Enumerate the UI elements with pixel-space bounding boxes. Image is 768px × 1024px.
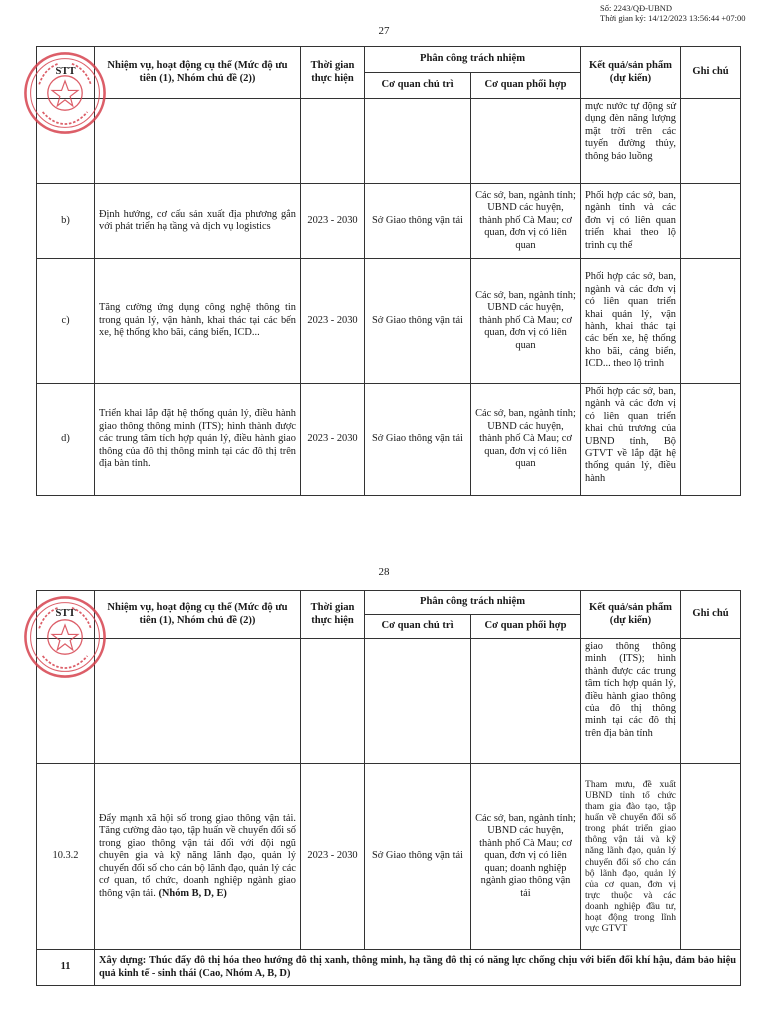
row-note — [681, 99, 741, 184]
row-result: Phối hợp các sở, ban, ngành và các đơn vị có liên quan triển khai chủ trương của UBND tỉnh, Bộ GTVT về lắp đặt hệ thống quản lý, điều hành — [581, 384, 681, 496]
row-timeline: 2023 - 2030 — [301, 259, 365, 384]
row-task — [95, 99, 301, 184]
header-note: Ghi chú — [681, 47, 741, 99]
row-timeline: 2023 - 2030 — [301, 764, 365, 950]
header-stt: STT — [37, 47, 95, 99]
row-stt: b) — [37, 184, 95, 259]
row-note — [681, 259, 741, 384]
task-table-page-27 — [36, 46, 741, 496]
row-note — [681, 639, 741, 764]
row-timeline — [301, 99, 365, 184]
row-coordinating-agency — [471, 99, 581, 184]
digital-signature-info — [600, 3, 766, 23]
row-lead-agency: Sở Giao thông vận tải — [365, 259, 471, 384]
signing-time: Thời gian ký: 14/12/2023 13:56:44 +07:00 — [600, 13, 746, 23]
header-responsibility: Phân công trách nhiệm — [365, 47, 581, 73]
header-result: Kết quả/sản phẩm (dự kiến) — [581, 47, 681, 99]
row-lead-agency — [365, 99, 471, 184]
header-note: Ghi chú — [681, 591, 741, 639]
row-coordinating-agency: Các sở, ban, ngành tỉnh; UBND các huyện, thành phố Cà Mau; cơ quan, đơn vị có liên quan — [471, 184, 581, 259]
row-note — [681, 384, 741, 496]
header-timeline: Thời gian thực hiện — [301, 47, 365, 99]
row-coordinating-agency — [471, 639, 581, 764]
row-task — [95, 639, 301, 764]
row-result: giao thông thông minh (ITS); hình thành được các trung tâm tích hợp quản lý, điều hành giao thông của đô thị thông minh tại các đô thị trên địa bàn tỉnh — [581, 639, 681, 764]
row-lead-agency — [365, 639, 471, 764]
table-row-section — [37, 950, 741, 986]
row-coordinating-agency: Các sở, ban, ngành tỉnh; UBND các huyện, thành phố Cà Mau; cơ quan, đơn vị có liên quan; doanh nghiệp ngành giao thông vận tải — [471, 764, 581, 950]
header-coordinating-agency: Cơ quan phối hợp — [471, 73, 581, 99]
header-task: Nhiệm vụ, hoạt động cụ thể (Mức độ ưu tiên (1), Nhóm chủ đề (2)) — [95, 591, 301, 639]
row-note — [681, 764, 741, 950]
page-number: 27 — [378, 25, 390, 37]
table-row — [37, 184, 741, 259]
header-stt: STT — [37, 591, 95, 639]
section-title: Xây dựng: Thúc đẩy đô thị hóa theo hướng đô thị xanh, thông minh, hạ tầng đô thị có năng lực chống chịu với biến đổi khí hậu, đảm bảo hiệu quả kinh tế - sinh thái (Cao, Nhóm A, B, D) — [95, 950, 741, 986]
row-timeline: 2023 - 2030 — [301, 384, 365, 496]
header-lead-agency: Cơ quan chủ trì — [365, 615, 471, 639]
row-coordinating-agency: Các sở, ban, ngành tỉnh; UBND các huyện, thành phố Cà Mau; cơ quan, đơn vị có liên quan — [471, 384, 581, 496]
table-row — [37, 764, 741, 950]
row-lead-agency: Sở Giao thông vận tải — [365, 384, 471, 496]
task-description: Đẩy mạnh xã hội số trong giao thông vận tải. Tăng cường đào tạo, tập huấn về chuyển đổi số trong giao thông vận tải đối với đội ngũ chuyên gia và kỹ năng lãnh đạo, quản lý chuyển đổi số cho cán bộ lãnh đạo, quản lý các cơ quan, tổ chức, doanh nghiệp ngành giao thông vận tải. — [99, 813, 296, 899]
row-result: Tham mưu, đề xuất UBND tỉnh tổ chức tham gia đào tạo, tập huấn về chuyển đổi số trong phát triển giao thông vận tải và kỹ năng lãnh đạo, quản lý chuyển đổi số cho cán bộ lãnh đạo, quản lý của cơ quan, đơn vị trực thuộc và các doanh nghiệp đầu tư, hoạt động trong lĩnh vực GTVT — [581, 764, 681, 950]
table-row — [37, 99, 741, 184]
row-timeline: 2023 - 2030 — [301, 184, 365, 259]
document-number: Số: 2243/QĐ-UBND — [600, 3, 673, 13]
row-stt — [37, 639, 95, 764]
row-task: Triển khai lắp đặt hệ thống quản lý, điều hành giao thông thông minh (ITS); hình thành được các trung tâm tích hợp quản lý, điều hành giao thông của đô thị thông minh tại các đô thị trên địa bàn tỉnh. — [95, 384, 301, 496]
task-table-page-28 — [36, 590, 741, 986]
row-result: mực nước tự động sử dụng đèn năng lượng mặt trời trên các tuyến đường thủy, thông báo luồng — [581, 99, 681, 184]
table-row — [37, 384, 741, 496]
row-result: Phối hợp các sở, ban, ngành tỉnh và các đơn vị có liên quan triển khai theo lộ trình cụ thể — [581, 184, 681, 259]
header-task: Nhiệm vụ, hoạt động cụ thể (Mức độ ưu tiên (1), Nhóm chủ đề (2)) — [95, 47, 301, 99]
row-stt — [37, 99, 95, 184]
row-stt: 11 — [37, 950, 95, 986]
row-task — [95, 764, 301, 950]
table-row — [37, 259, 741, 384]
row-note — [681, 184, 741, 259]
header-lead-agency: Cơ quan chủ trì — [365, 73, 471, 99]
row-lead-agency: Sở Giao thông vận tải — [365, 184, 471, 259]
header-responsibility: Phân công trách nhiệm — [365, 591, 581, 615]
task-group: (Nhóm B, D, E) — [158, 887, 227, 899]
row-timeline — [301, 639, 365, 764]
header-result: Kết quả/sản phẩm (dự kiến) — [581, 591, 681, 639]
row-coordinating-agency: Các sở, ban, ngành tỉnh; UBND các huyện, thành phố Cà Mau; cơ quan, đơn vị có liên quan — [471, 259, 581, 384]
row-stt: 10.3.2 — [37, 764, 95, 950]
row-lead-agency: Sở Giao thông vận tải — [365, 764, 471, 950]
header-coordinating-agency: Cơ quan phối hợp — [471, 615, 581, 639]
row-task: Định hướng, cơ cấu sản xuất địa phương gắn với phát triển hạ tầng và dịch vụ logistics — [95, 184, 301, 259]
row-result: Phối hợp các sở, ban, ngành và các đơn vị có liên quan triển khai quản lý, vận hành, khai thác tại các bến xe, hệ thống kho bãi, cảng biển, ICD... theo lộ trình — [581, 259, 681, 384]
table-row — [37, 639, 741, 764]
row-stt: c) — [37, 259, 95, 384]
row-stt: d) — [37, 384, 95, 496]
page-number: 28 — [378, 566, 390, 578]
row-task: Tăng cường ứng dụng công nghệ thông tin trong quản lý, vận hành, khai thác tại các bến xe, hệ thống kho bãi, cảng biển, ICD... — [95, 259, 301, 384]
header-timeline: Thời gian thực hiện — [301, 591, 365, 639]
